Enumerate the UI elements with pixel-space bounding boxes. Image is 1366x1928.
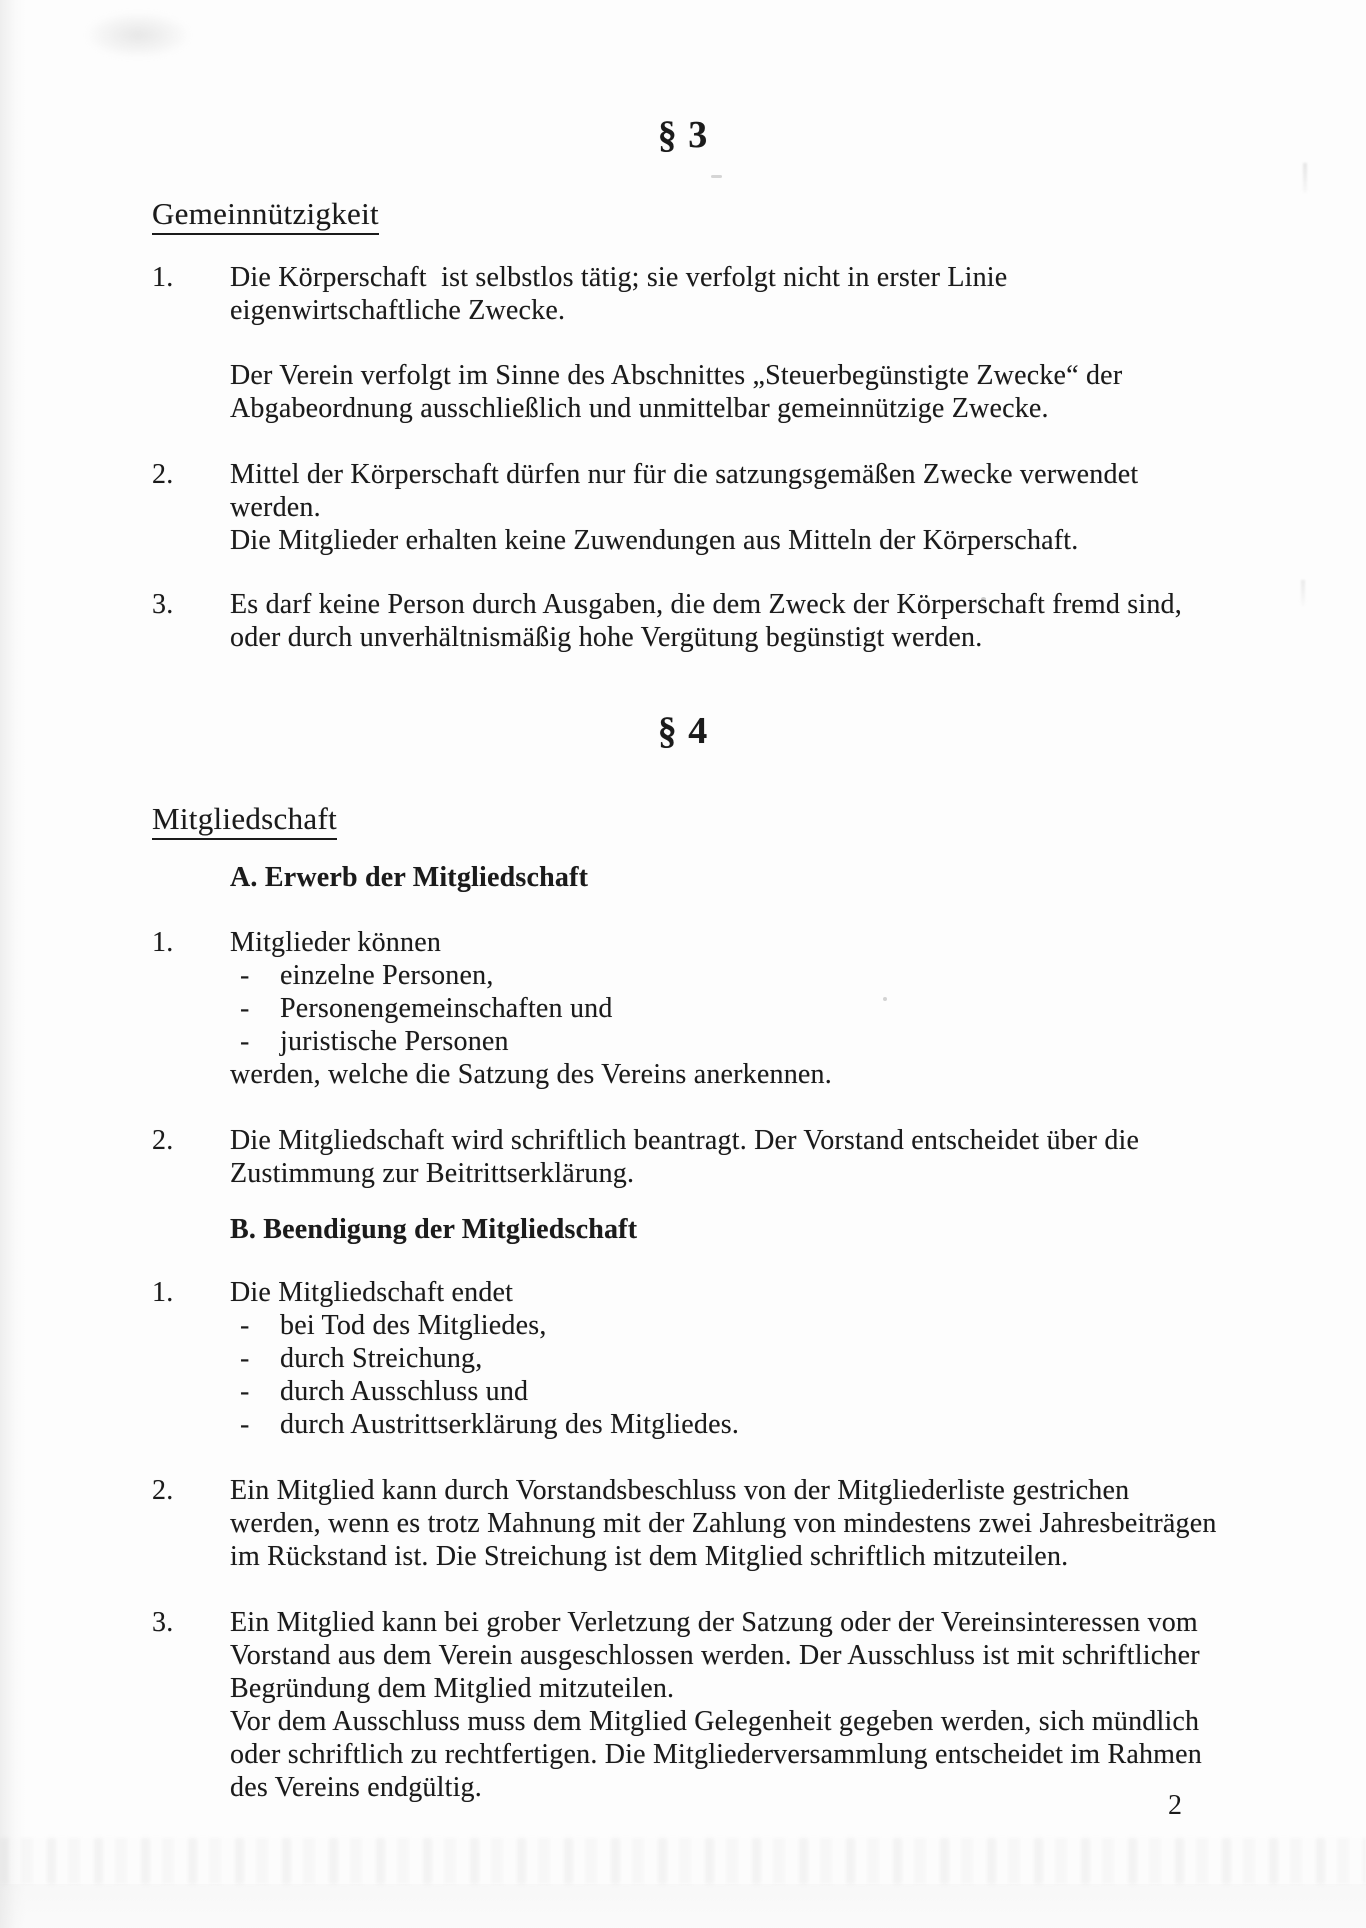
bullet-text: bei Tod des Mitgliedes, [280, 1310, 547, 1341]
item-body [230, 1276, 1256, 1441]
text-line: Mittel der Körperschaft dürfen nur für die satzungsgemäßen Zwecke verwendet [230, 459, 1139, 490]
bullet-dash: - [240, 960, 250, 991]
text-line: im Rückstand ist. Die Streichung ist dem Mitglied schriftlich mitzuteilen. [230, 1541, 1069, 1572]
s3-paragraph [152, 359, 1256, 425]
scan-noise-band [0, 1838, 1366, 1884]
item-number: 2. [152, 1125, 174, 1156]
text-line: oder durch unverhältnismäßig hohe Vergütung begünstigt werden. [230, 622, 983, 653]
item-body [230, 926, 1256, 1091]
s3-item-1 [152, 261, 1256, 327]
section-3-title-text: Gemeinnützigkeit [152, 196, 379, 235]
subheading-beendigung: B. Beendigung der Mitgliedschaft [230, 1214, 638, 1245]
text-line: Abgabeordnung ausschließlich und unmittelbar gemeinnützige Zwecke. [230, 393, 1049, 424]
text-line: eigenwirtschaftliche Zwecke. [230, 295, 566, 326]
text-line: Zustimmung zur Beitrittserklärung. [230, 1158, 635, 1189]
bullet-dash: - [240, 1343, 250, 1374]
text-line: werden, wenn es trotz Mahnung mit der Zahlung von mindestens zwei Jahresbeiträgen [230, 1508, 1217, 1539]
text-line: Mitglieder können [230, 927, 442, 958]
item-body [230, 1606, 1256, 1804]
bullet-item [230, 1309, 1256, 1342]
bullet-dash: - [240, 1026, 250, 1057]
bullet-dash: - [240, 1409, 250, 1440]
text-line: Die Mitgliedschaft endet [230, 1277, 514, 1308]
bullet-text: juristische Personen [280, 1026, 509, 1057]
text-line: oder schriftlich zu rechtfertigen. Die Mitgliederversammlung entscheidet im Rahmen [230, 1739, 1202, 1770]
bullet-item [230, 959, 1256, 992]
item-body [230, 1474, 1256, 1573]
text-line: Die Körperschaft ist selbstlos tätig; sie verfolgt nicht in erster Linie [230, 262, 1008, 293]
item-number: 1. [152, 1277, 174, 1308]
bullet-item [230, 1375, 1256, 1408]
item-number: 1. [152, 262, 174, 293]
text-line: Begründung dem Mitglied mitzuteilen. [230, 1673, 675, 1704]
text-line: des Vereins endgültig. [230, 1772, 482, 1803]
item-body [230, 1124, 1256, 1190]
item-number: 2. [152, 459, 174, 490]
item-number: 1. [152, 927, 174, 958]
text-line: Ein Mitglied kann bei grober Verletzung der Satzung oder der Vereinsinteressen vom [230, 1607, 1198, 1638]
text-line: Ein Mitglied kann durch Vorstandsbeschluss von der Mitgliederliste gestrichen [230, 1475, 1130, 1506]
bullet-item [230, 1342, 1256, 1375]
item-body [230, 261, 1256, 327]
item-body [230, 588, 1256, 654]
text-line: Es darf keine Person durch Ausgaben, die dem Zweck der Körperschaft fremd sind, [230, 589, 1182, 620]
item-number [152, 359, 230, 425]
s3-item-2 [152, 458, 1256, 557]
s4a-item-1 [152, 926, 1256, 1091]
text-line: Die Mitgliedschaft wird schriftlich beantragt. Der Vorstand entscheidet über die [230, 1125, 1140, 1156]
bullet-dash: - [240, 1376, 250, 1407]
text-line: Vorstand aus dem Verein ausgeschlossen werden. Der Ausschluss ist mit schriftlicher [230, 1640, 1200, 1671]
text-line: Vor dem Ausschluss muss dem Mitglied Gelegenheit gegeben werden, sich mündlich [230, 1706, 1200, 1737]
section-4-title-text: Mitgliedschaft [152, 801, 337, 840]
bullet-item [230, 1025, 1256, 1058]
page-number: 2 [1168, 1790, 1182, 1821]
s4b-item-1 [152, 1276, 1256, 1441]
section-4-heading: § 4 [657, 710, 709, 752]
section-4-title [152, 801, 1256, 840]
item-number: 3. [152, 589, 174, 620]
item-body [230, 359, 1256, 425]
scan-bottom-band [0, 1884, 1366, 1928]
text-line: Der Verein verfolgt im Sinne des Abschnittes „Steuerbegünstigte Zwecke“ der [230, 360, 1123, 391]
bullet-text: durch Ausschluss und [280, 1376, 529, 1407]
s3-item-3 [152, 588, 1256, 654]
s4a-item-2 [152, 1124, 1256, 1190]
bullet-text: einzelne Personen, [280, 960, 494, 991]
item-number: 2. [152, 1475, 174, 1506]
bullet-dash: - [240, 1310, 250, 1341]
item-number: 3. [152, 1607, 174, 1638]
bullet-item [230, 992, 1256, 1025]
text-line: werden. [230, 492, 321, 523]
document-content [0, 112, 1366, 1804]
section-3-title [152, 196, 1256, 235]
bullet-item [230, 1408, 1256, 1441]
scan-smudge-artifact [88, 13, 188, 57]
bullet-text: durch Streichung, [280, 1343, 483, 1374]
section-3-heading: § 3 [657, 114, 709, 156]
s4b-item-2 [152, 1474, 1256, 1573]
s4b-item-3 [152, 1606, 1256, 1804]
subheading-erwerb: A. Erwerb der Mitgliedschaft [230, 862, 589, 893]
text-line: Die Mitglieder erhalten keine Zuwendungen aus Mitteln der Körperschaft. [230, 525, 1079, 556]
bullet-text: Personengemeinschaften und [280, 993, 613, 1024]
text-line: werden, welche die Satzung des Vereins anerkennen. [230, 1059, 832, 1090]
bullet-text: durch Austrittserklärung des Mitgliedes. [280, 1409, 740, 1440]
bullet-dash: - [240, 993, 250, 1024]
item-body [230, 458, 1256, 557]
